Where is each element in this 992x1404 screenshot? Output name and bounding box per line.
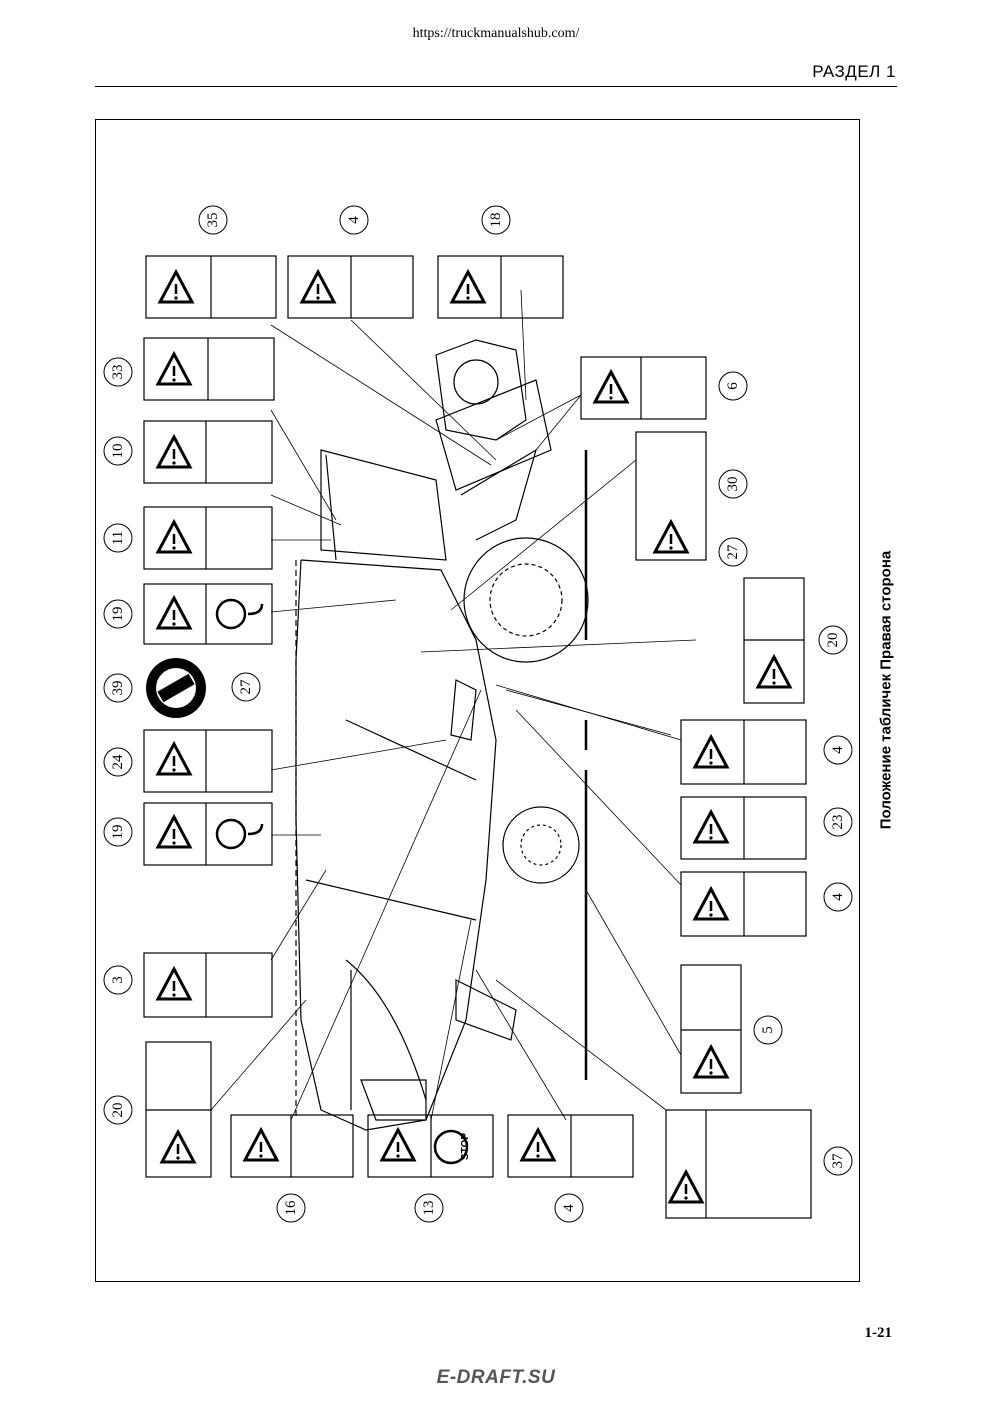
side-title: Положение табличек Правая сторона — [877, 550, 895, 830]
callout-6: 6 — [725, 382, 741, 390]
callout-19-bottom: 19 — [110, 824, 126, 840]
callout-5: 5 — [760, 1026, 776, 1034]
warning-triangle-icons — [158, 272, 790, 1202]
callout-circles — [104, 206, 852, 1222]
section-title: РАЗДЕЛ 1 — [812, 62, 896, 81]
stop-label: STOP — [460, 1132, 471, 1160]
callout-23: 23 — [830, 814, 846, 830]
callout-16: 16 — [283, 1200, 299, 1216]
source-url[interactable]: https://truckmanualshub.com/ — [412, 26, 580, 41]
callout-3: 3 — [110, 976, 126, 984]
callout-37: 37 — [830, 1153, 846, 1169]
header-rule — [95, 86, 897, 87]
callout-30: 30 — [725, 476, 741, 492]
callout-20-left: 20 — [110, 1102, 126, 1118]
callout-10: 10 — [110, 443, 126, 459]
callout-20-right: 20 — [825, 632, 841, 648]
decal-6 — [581, 357, 706, 419]
callout-39: 39 — [110, 680, 126, 696]
lifting-hook-icon — [217, 600, 467, 1163]
callout-35: 35 — [205, 212, 221, 228]
decal-16 — [231, 1115, 353, 1177]
callout-27-left: 27 — [238, 679, 254, 695]
callout-13: 13 — [421, 1200, 437, 1216]
decal-location-diagram — [96, 120, 859, 1281]
callout-4-bottom: 4 — [561, 1204, 577, 1212]
callout-19-top: 19 — [110, 606, 126, 622]
combine-outline — [296, 340, 588, 1130]
callout-33: 33 — [110, 364, 126, 380]
page-number: 1-21 — [864, 1325, 892, 1341]
callout-24: 24 — [110, 754, 126, 770]
callout-4-right-a: 4 — [830, 746, 846, 754]
callout-4-right-b: 4 — [830, 893, 846, 901]
callout-27-right: 27 — [725, 544, 741, 560]
decal-11 — [144, 507, 272, 569]
footer-brand: E-DRAFT.SU — [436, 1367, 556, 1388]
decal-33 — [144, 338, 274, 400]
prohibition-icon — [146, 658, 206, 718]
decal-24 — [144, 730, 272, 792]
callout-4-top: 4 — [346, 216, 362, 224]
decal-10 — [144, 421, 272, 483]
callout-11: 11 — [110, 530, 126, 546]
callout-18: 18 — [488, 212, 504, 228]
decal-3 — [144, 953, 272, 1017]
